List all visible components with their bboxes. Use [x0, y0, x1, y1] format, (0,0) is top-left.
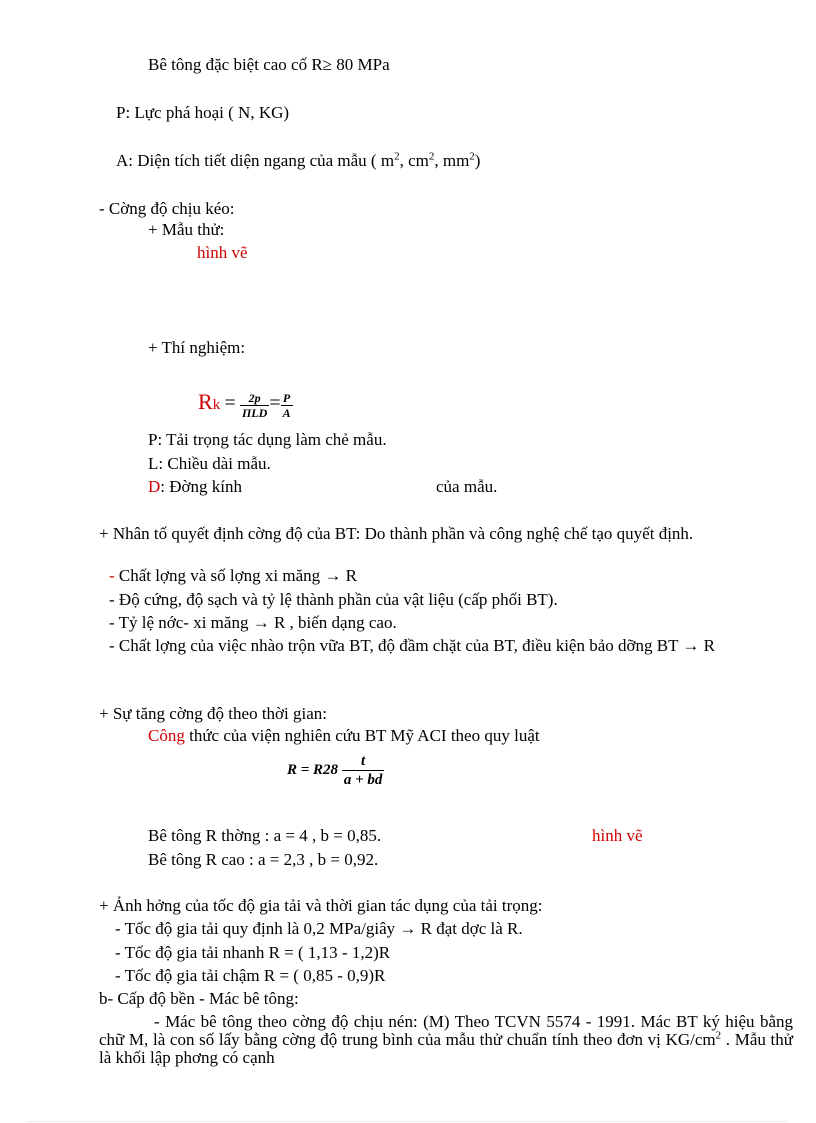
line-high-concrete: Bê tông R cao : a = 2,3 , b = 0,92. — [148, 850, 379, 869]
sup: 2 — [469, 150, 475, 163]
formula-r: R — [198, 389, 213, 414]
heading-load-rate: + Ảnh hởng của tốc độ gia tải và thời gian tác dụng của tải trọng: — [99, 896, 543, 915]
text: , cm — [399, 151, 429, 170]
text: thức của viện nghiên cứu BT Mỹ ACI theo quy luật — [184, 726, 540, 745]
text: Chất lợng và số lợng xi măng → R — [114, 566, 357, 585]
line-aci — [148, 726, 540, 746]
line-sample: + Mẫu thử: — [148, 220, 225, 239]
line-diameter-end: của mẫu. — [436, 477, 498, 496]
text: Bê tông đặc biệt cao cố R — [148, 55, 323, 74]
fraction-aci — [342, 752, 385, 789]
fraction-2 — [281, 391, 293, 420]
geq-value: ≥ 80 MPa — [322, 55, 390, 74]
formula-eq: = — [224, 392, 236, 414]
text: ) — [474, 151, 481, 170]
line-area — [116, 151, 480, 171]
text: , mm — [434, 151, 470, 170]
line-length: L: Chiều dài mẫu. — [148, 454, 271, 473]
line-diameter — [148, 477, 242, 497]
fraction-1 — [240, 391, 269, 420]
num: 2p — [240, 391, 269, 406]
formula-lhs: R = R28 — [287, 762, 339, 778]
line-concrete-special — [148, 55, 390, 75]
den: ΠLD — [241, 405, 268, 420]
line-experiment: + Thí nghiệm: — [148, 338, 246, 357]
text: : Đờng kính — [160, 477, 242, 496]
item-mixing: - Chất lợng của việc nhào trộn vữa BT, độ đầm chặt của BT, điều kiện bảo dỡng BT → R — [109, 636, 715, 655]
text: . Mẫu thử là khối lập phơng có cạnh — [99, 1030, 793, 1067]
den: A — [282, 405, 291, 420]
page-bottom-divider — [28, 1121, 788, 1122]
num: t — [342, 752, 385, 771]
paragraph-grade — [99, 1013, 793, 1067]
sup: 2 — [428, 150, 435, 163]
sup: 2 — [394, 150, 400, 163]
item-rate-fast: - Tốc độ gia tải nhanh R = ( 1,13 - 1,2)R — [115, 943, 391, 962]
figure-placeholder: hình vẽ — [197, 243, 248, 262]
cong-word: Công — [148, 726, 185, 745]
line-load: P: Tải trọng tác dụng làm chẻ mẫu. — [148, 430, 387, 449]
text: - Mác bê tông theo cờng độ chịu nén: (M) Theo TCVN 5574 - 1991. Mác BT ký hiệu bằng chữ M, là con số lấy bằng cờng độ trung bình của mẫu thử chuẩn tính theo đơn vị KG/cm — [99, 1012, 793, 1049]
item-rate-slow: - Tốc độ gia tải chậm R = ( 0,85 - 0,9)R — [115, 966, 386, 985]
heading-grade: b- Cấp độ bền - Mác bê tông: — [99, 989, 299, 1008]
heading-tensile: - Cờng độ chịu kéo: — [99, 199, 235, 218]
paragraph-factors: + Nhân tố quyết định cờng độ của BT: Do thành phần và công nghệ chế tạo quyết định. — [99, 524, 694, 543]
formula-rk — [198, 384, 293, 423]
item-hardness: - Độ cứng, độ sạch và tỷ lệ thành phần của vật liệu (cấp phối BT). — [109, 590, 558, 609]
dash: - — [109, 566, 115, 585]
line-force: P: Lực phá hoại ( N, KG) — [116, 103, 290, 122]
formula-aci — [287, 752, 384, 789]
d-letter: D — [148, 477, 161, 496]
heading-strength-time: + Sự tăng cờng độ theo thời gian: — [99, 704, 328, 723]
formula-eq2: = — [269, 392, 281, 414]
formula-k: k — [212, 397, 221, 413]
line-normal-concrete: Bê tông R thờng : a = 4 , b = 0,85. — [148, 826, 382, 845]
sup: 2 — [715, 1029, 722, 1042]
item-cement — [109, 566, 357, 586]
item-water-ratio: - Tỷ lệ nớc- xi măng → R , biến dạng cao. — [109, 613, 397, 632]
num: P — [281, 391, 293, 406]
figure-placeholder-2: hình vẽ — [592, 826, 643, 845]
den: a + bd — [343, 772, 383, 788]
text: A: Diện tích tiết diện ngang của mẫu ( m — [116, 151, 395, 170]
item-rate-standard: - Tốc độ gia tải quy định là 0,2 MPa/giây → R đạt dợc là R. — [115, 919, 523, 938]
